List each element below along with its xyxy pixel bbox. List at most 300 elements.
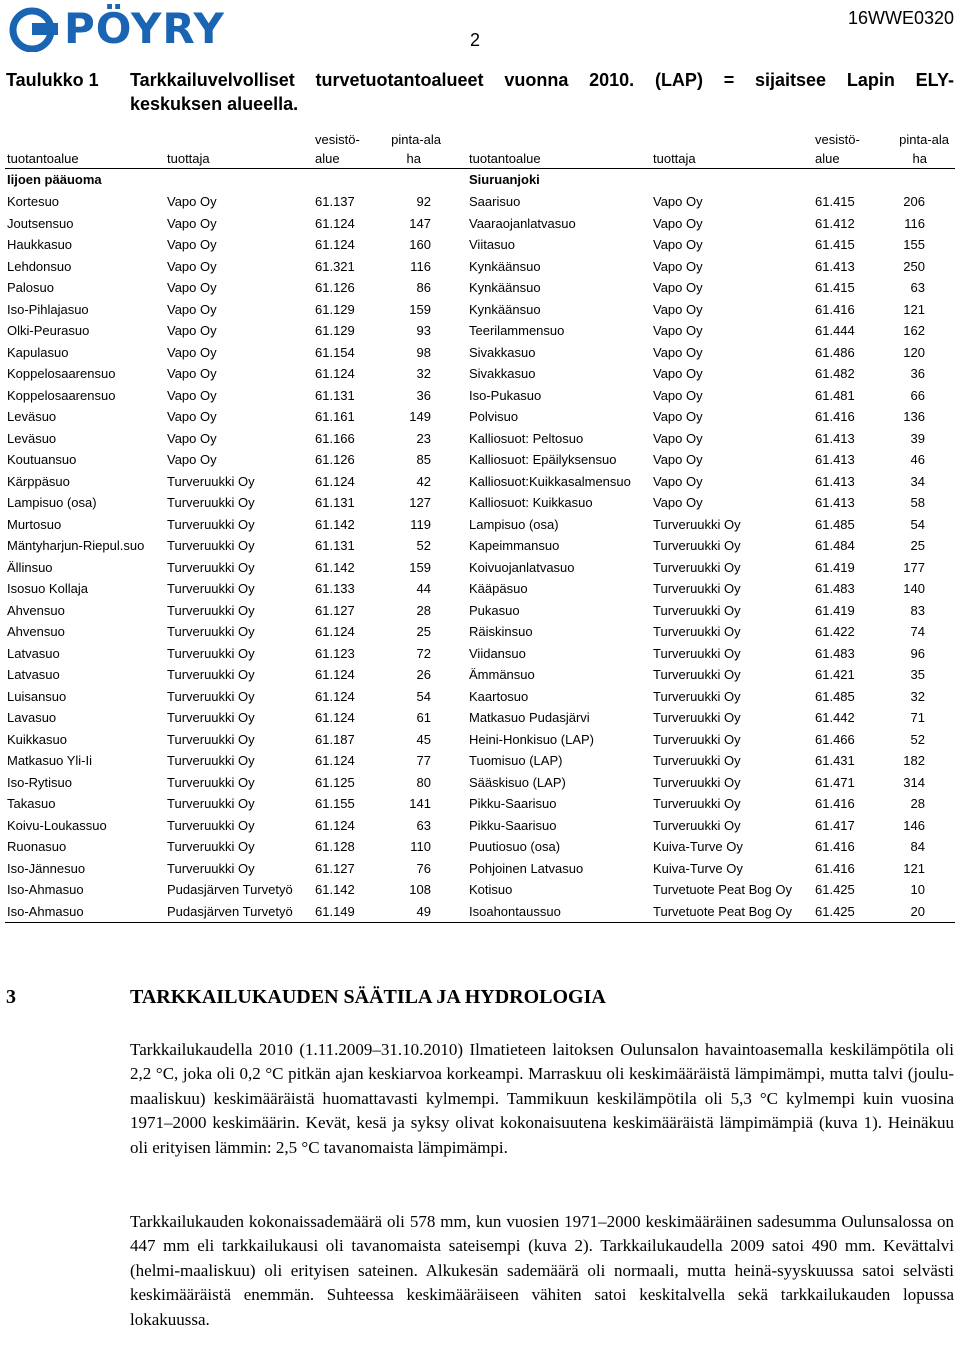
table-row (5, 557, 955, 579)
cell-right-producer: Vapo Oy (653, 280, 703, 295)
table-row (5, 256, 955, 278)
cell-right-hectares: 71 (910, 710, 925, 725)
cell-left-producer: Vapo Oy (167, 194, 217, 209)
cell-right-producer: Turveruukki Oy (653, 731, 741, 747)
cell-left-hectares: 28 (416, 602, 431, 618)
cell-right-producer: Vapo Oy (653, 387, 703, 403)
table-row (5, 213, 955, 235)
cell-left-basin: 61.149 (313, 901, 379, 923)
cell-right-basin: 61.422 (815, 624, 855, 639)
cell-right-basin: 61.416 (815, 860, 855, 876)
cell-right-producer: Turveruukki Oy (653, 559, 741, 575)
cell-right-area: Koivuojanlatvasuo (469, 559, 575, 575)
cell-right-hectares: 96 (910, 645, 925, 661)
cell-left-basin: 61.124 (315, 366, 355, 381)
cell-left-hectares: 85 (416, 452, 431, 467)
cell-left-producer: Turveruukki Oy (167, 731, 255, 747)
cell-left-area: Koutuansuo (7, 452, 77, 467)
cell-left-hectares: 116 (410, 258, 431, 274)
cell-right-basin: 61.466 (815, 731, 855, 747)
cell-right-basin: 61.413 (815, 495, 855, 510)
cell-left-hectares: 25 (416, 624, 431, 639)
cell-right-hectares: 136 (903, 409, 925, 424)
cell-right-area: Kynkäänsuo (469, 280, 541, 295)
cell-right-hectares: 58 (910, 495, 925, 510)
table-row (5, 836, 955, 858)
cell-right-producer: Turveruukki Oy (653, 667, 741, 682)
cell-left-basin: 61.123 (315, 645, 355, 661)
cell-left-area: Matkasuo Yli-Ii (7, 753, 93, 768)
cell-right-area: Pikku-Saarisuo (469, 796, 557, 811)
table-row (5, 793, 955, 815)
header-tuotantoalue-right: tuotantoalue (467, 149, 651, 169)
cell-right-area: Iso-Pukasuo (469, 387, 542, 403)
cell-right-basin: 61.485 (815, 516, 855, 532)
table-row (5, 514, 955, 536)
cell-right-basin: 61.415 (815, 237, 855, 252)
cell-right-basin: 61.442 (815, 710, 855, 725)
cell-right-area: Kotisuo (469, 882, 513, 897)
cell-left-hectares: 45 (416, 731, 431, 747)
logo-text: PÖYRY (64, 4, 225, 53)
cell-right-producer: Vapo Oy (653, 409, 703, 424)
section-number: 3 (6, 986, 16, 1008)
table-row (5, 600, 955, 622)
cell-left-basin: 61.187 (315, 731, 355, 747)
cell-left-area: Olki-Peurasuo (7, 323, 90, 338)
cell-right-basin: 61.412 (815, 215, 855, 231)
cell-left-area: Ahvensuo (7, 602, 65, 618)
cell-left-producer: Pudasjärven Turvetyö (165, 901, 313, 923)
cell-left-area: Palosuo (7, 280, 54, 295)
cell-left-area: Koppelosaarensuo (7, 387, 116, 403)
cell-right-basin: 61.416 (815, 301, 855, 317)
cell-left-area: Kapulasuo (7, 344, 69, 360)
cell-left-producer: Turveruukki Oy (167, 559, 255, 575)
table-row (5, 320, 955, 342)
document-id: 16WWE0320 (847, 8, 954, 28)
cell-right-hectares: 206 (903, 194, 925, 209)
cell-right-hectares: 39 (910, 430, 925, 446)
cell-left-hectares: 119 (410, 516, 431, 532)
cell-right-basin: 61.417 (815, 817, 855, 833)
cell-left-hectares: 36 (416, 387, 431, 403)
cell-right-area: Sivakkasuo (469, 344, 536, 360)
cell-left-area: Koivu-Loukassuo (7, 817, 107, 833)
cell-left-area: Lavasuo (7, 710, 57, 725)
section-title: TARKKAILUKAUDEN SÄÄTILA JA HYDROLOGIA (130, 986, 606, 1008)
header-tuottaja-right: tuottaja (651, 149, 813, 169)
cell-right-hectares: 34 (910, 473, 925, 489)
cell-right-producer: Turveruukki Oy (653, 796, 741, 811)
cell-right-area: Kynkäänsuo (469, 301, 541, 317)
cell-right-basin: 61.413 (815, 258, 855, 274)
cell-right-hectares: 25 (910, 538, 925, 553)
header-vesisto-left: vesistö- (315, 132, 360, 147)
cell-right-hectares: 54 (910, 516, 925, 532)
cell-right-hectares: 121 (903, 860, 925, 876)
cell-right-producer: Vapo Oy (653, 495, 703, 510)
cell-left-hectares: 54 (416, 688, 431, 704)
cell-left-area: Kuikkasuo (7, 731, 67, 747)
cell-right-area: Räiskinsuo (469, 624, 533, 639)
cell-right-producer: Turveruukki Oy (653, 710, 741, 725)
cell-right-producer: Turveruukki Oy (653, 645, 741, 661)
cell-left-producer: Vapo Oy (167, 237, 217, 252)
cell-right-area: Pikku-Saarisuo (469, 817, 557, 833)
cell-left-producer: Turveruukki Oy (167, 688, 255, 704)
cell-right-area: Kalliosuot:Kuikkasalmensuo (469, 473, 631, 489)
cell-right-hectares: 177 (903, 559, 925, 575)
cell-left-area: Koppelosaarensuo (7, 366, 116, 381)
cell-right-basin: 61.413 (815, 430, 855, 446)
cell-left-area: Takasuo (7, 796, 56, 811)
cell-left-basin: 61.129 (315, 323, 355, 338)
cell-left-basin: 61.131 (315, 387, 355, 403)
cell-left-area: Latvasuo (7, 667, 60, 682)
cell-left-area: Joutsensuo (7, 215, 74, 231)
cell-left-area: Luisansuo (7, 688, 67, 704)
cell-right-hectares: 250 (903, 258, 925, 274)
cell-right-basin: 61.421 (815, 667, 855, 682)
cell-right-producer: Kuiva-Turve Oy (653, 860, 743, 876)
cell-left-area: Iso-Ahmasuo (7, 882, 84, 897)
table-row (5, 428, 955, 450)
table-row (5, 191, 955, 213)
cell-left-producer: Vapo Oy (167, 215, 217, 231)
header-tuottaja-left: tuottaja (165, 149, 313, 169)
cell-left-basin: 61.142 (315, 882, 355, 897)
cell-left-hectares: 127 (409, 495, 431, 510)
cell-left-basin: 61.124 (315, 688, 355, 704)
caption-text-line2: keskuksen alueella. (130, 94, 299, 114)
cell-right-basin: 61.482 (815, 366, 855, 381)
table-row (5, 299, 955, 321)
cell-left-area: Isosuo Kollaja (7, 581, 88, 596)
cell-left-basin: 61.161 (315, 409, 355, 424)
cell-left-basin: 61.154 (315, 344, 355, 360)
cell-right-area: Tuomisuo (LAP) (469, 753, 563, 768)
page-number: 2 (470, 30, 481, 50)
cell-left-area: Lampisuo (osa) (7, 495, 97, 510)
table-row (5, 729, 955, 751)
cell-right-hectares: 83 (910, 602, 925, 618)
cell-right-basin: 61.444 (815, 323, 855, 338)
cell-right-area: Kynkäänsuo (469, 258, 541, 274)
cell-right-producer: Vapo Oy (653, 344, 703, 360)
table-row (5, 858, 955, 880)
cell-left-basin: 61.124 (315, 473, 355, 489)
cell-right-basin: 61.431 (815, 753, 855, 768)
cell-left-basin: 61.126 (315, 280, 355, 295)
cell-right-producer: Vapo Oy (653, 215, 703, 231)
cell-left-hectares: 159 (409, 559, 431, 575)
cell-right-area: Kalliosuot: Peltosuo (469, 430, 584, 446)
cell-right-basin: 61.483 (815, 581, 855, 596)
cell-left-hectares: 141 (409, 796, 431, 811)
cell-right-basin: 61.483 (815, 645, 855, 661)
cell-left-basin: 61.131 (315, 495, 355, 510)
poyry-logo-icon (8, 6, 60, 52)
cell-right-area: Sääskisuo (LAP) (469, 774, 566, 790)
cell-right-producer: Vapo Oy (653, 366, 703, 381)
cell-left-hectares: 52 (416, 538, 431, 553)
cell-left-producer: Turveruukki Oy (167, 796, 255, 811)
caption-label: Taulukko 1 (6, 70, 99, 90)
cell-right-producer: Turveruukki Oy (653, 581, 741, 596)
cell-left-hectares: 76 (416, 860, 431, 876)
cell-left-hectares: 108 (409, 882, 431, 897)
cell-left-area: Iso-Rytisuo (7, 774, 73, 790)
table-header-row-top (5, 130, 955, 149)
cell-left-producer: Vapo Oy (167, 344, 217, 360)
table-row (5, 643, 955, 665)
cell-left-hectares: 80 (416, 774, 431, 790)
cell-left-hectares: 72 (416, 645, 431, 661)
table-row (5, 535, 955, 557)
cell-left-hectares: 98 (416, 344, 431, 360)
table-row (5, 879, 955, 901)
cell-left-area: Lehdonsuo (7, 258, 72, 274)
paragraph-temperature: Tarkkailukaudella 2010 (1.11.2009–31.10.2010) Ilmatieteen laitoksen Oulunsalon havaintoasemalla keskilämpötila oli 2,2 °C, joka oli 0,2 °C pitkän ajan keskiarvoa korkeampi. Marraskuu oli keskimääräistä lämpimämpi, mutta talvi (joulu-maaliskuu) keskimääräistä huomattavasti kylmempi. Tammikuun keskilämpötila oli 5,3 °C kylmempi kuin vuosina 1971–2000 keskimäärin. Kevät, kesä ja syksy olivat kokonaisuutena keskimääräistä lämpimämpiä (kuva 1). Heinäkuu oli erityisen lämmin: 2,5 °C tavanomaista lämpimämpi. (130, 1040, 954, 1157)
cell-right-area: Kapeimmansuo (469, 538, 560, 553)
cell-left-hectares: 86 (416, 280, 431, 295)
cell-left-producer: Pudasjärven Turvetyö (167, 882, 293, 897)
cell-left-hectares: 23 (416, 430, 431, 446)
cell-left-area: Iso-Jännesuo (7, 860, 86, 876)
header-tuotantoalue-left: tuotantoalue (5, 149, 165, 169)
table-row (5, 449, 955, 471)
header-vesisto-right: vesistö- (815, 132, 860, 147)
cell-right-area: Saarisuo (469, 194, 521, 209)
cell-right-producer: Turvetuote Peat Bog Oy (651, 901, 813, 923)
cell-right-area: Sivakkasuo (469, 366, 536, 381)
cell-left-area: Kärppäsuo (7, 473, 70, 489)
cell-left-basin: 61.127 (315, 860, 355, 876)
cell-left-area: Latvasuo (7, 645, 60, 661)
table-row (5, 492, 955, 514)
cell-right-basin: 61.415 (815, 194, 855, 209)
cell-left-producer: Turveruukki Oy (167, 473, 255, 489)
cell-left-basin: 61.131 (315, 538, 355, 553)
cell-left-producer: Turveruukki Oy (167, 581, 255, 596)
cell-left-basin: 61.124 (315, 817, 355, 833)
cell-left-producer: Turveruukki Oy (167, 774, 255, 790)
cell-right-hectares: 120 (903, 344, 925, 360)
cell-right-area: Kääpäsuo (469, 581, 528, 596)
cell-right-basin: 61.416 (815, 839, 855, 854)
table-header-row-bottom (5, 149, 955, 169)
production-areas-table (5, 130, 955, 923)
cell-left-hectares: 147 (409, 215, 431, 231)
cell-left-hectares: 149 (409, 409, 431, 424)
poyry-logo (8, 6, 225, 52)
cell-right-basin: 61.471 (815, 774, 855, 790)
cell-left-producer: Turveruukki Oy (167, 538, 255, 553)
cell-right-area: Viidansuo (469, 645, 526, 661)
cell-right-hectares: 116 (904, 215, 925, 231)
cell-left-basin: 61.133 (315, 581, 355, 596)
cell-left-producer: Turveruukki Oy (167, 645, 255, 661)
cell-left-producer: Turveruukki Oy (167, 516, 255, 532)
cell-left-area: Leväsuo (7, 409, 57, 424)
group-label-right: Siuruanjoki (469, 172, 540, 188)
cell-left-producer: Turveruukki Oy (167, 710, 255, 725)
table-row (5, 707, 955, 729)
cell-right-area: Kalliosuot: Epäilyksensuo (469, 452, 617, 467)
cell-left-producer: Vapo Oy (167, 366, 217, 381)
header-ha-right: ha (883, 149, 955, 169)
cell-left-basin: 61.142 (315, 559, 355, 575)
cell-left-producer: Vapo Oy (167, 280, 217, 295)
cell-right-basin: 61.413 (815, 452, 855, 467)
cell-right-producer: Vapo Oy (653, 452, 703, 467)
cell-right-hectares: 35 (910, 667, 925, 682)
cell-left-hectares: 26 (416, 667, 431, 682)
cell-left-basin: 61.129 (315, 301, 355, 317)
table-row (5, 901, 955, 923)
cell-right-hectares: 146 (903, 817, 925, 833)
table-row (5, 385, 955, 407)
cell-left-hectares: 93 (416, 323, 431, 338)
cell-right-producer: Turveruukki Oy (653, 688, 741, 704)
cell-left-basin: 61.124 (315, 667, 355, 682)
cell-right-area: Vaaraojanlatvasuo (469, 215, 576, 231)
cell-left-hectares: 44 (416, 581, 431, 596)
cell-left-basin: 61.124 (315, 237, 355, 252)
table-row (5, 621, 955, 643)
header-ha-left: ha (379, 149, 467, 169)
cell-right-basin: 61.416 (815, 409, 855, 424)
cell-left-area: Iso-Pihlajasuo (7, 301, 89, 317)
cell-right-producer: Turveruukki Oy (653, 602, 741, 618)
cell-right-basin: 61.413 (815, 473, 855, 489)
cell-left-basin: 61.321 (315, 258, 355, 274)
cell-right-hectares: 28 (910, 796, 925, 811)
cell-left-hectares: 92 (416, 194, 431, 209)
cell-left-producer: Vapo Oy (167, 452, 217, 467)
table-row (5, 471, 955, 493)
cell-left-hectares: 77 (416, 753, 431, 768)
table-row (5, 772, 955, 794)
cell-right-area: Puutiosuo (osa) (469, 839, 561, 854)
cell-right-producer: Vapo Oy (653, 237, 703, 252)
cell-right-producer: Vapo Oy (653, 430, 703, 446)
cell-left-basin: 61.137 (315, 194, 355, 209)
cell-left-hectares: 32 (416, 366, 431, 381)
cell-right-hectares: 63 (910, 280, 925, 295)
cell-right-hectares: 140 (903, 581, 925, 596)
cell-right-basin: 61.481 (815, 387, 855, 403)
cell-right-hectares: 155 (903, 237, 925, 252)
cell-left-producer: Turveruukki Oy (167, 753, 255, 768)
cell-right-producer: Turveruukki Oy (653, 538, 741, 553)
cell-right-hectares: 20 (883, 901, 955, 923)
cell-left-area: Ahvensuo (7, 624, 65, 639)
cell-left-producer: Turveruukki Oy (167, 667, 255, 682)
cell-left-basin: 61.126 (315, 452, 355, 467)
cell-left-producer: Vapo Oy (167, 409, 217, 424)
cell-right-producer: Vapo Oy (653, 194, 703, 209)
cell-right-area: Teerilammensuo (469, 323, 565, 338)
cell-right-hectares: 162 (903, 323, 925, 338)
caption-text-line1: Tarkkailuvelvolliset turvetuotantoalueet vuonna 2010. (LAP) = sijaitsee Lapin ELY- (130, 70, 954, 90)
cell-right-area: Pohjoinen Latvasuo (469, 860, 584, 876)
cell-right-producer: Turveruukki Oy (653, 516, 741, 532)
cell-right-hectares: 36 (910, 366, 925, 381)
cell-right-producer: Vapo Oy (653, 473, 703, 489)
page-header (0, 0, 960, 60)
table-row (5, 578, 955, 600)
cell-left-producer: Turveruukki Oy (167, 860, 255, 876)
cell-right-area: Matkasuo Pudasjärvi (469, 710, 590, 725)
cell-right-area: Pukasuo (469, 602, 520, 618)
cell-right-area: Polvisuo (469, 409, 519, 424)
cell-left-hectares: 110 (410, 839, 431, 854)
cell-right-basin: 61.416 (815, 796, 855, 811)
cell-right-basin: 61.425 (813, 901, 883, 923)
cell-right-basin: 61.419 (815, 559, 855, 575)
cell-right-basin: 61.425 (815, 882, 855, 897)
group-label-left: Iijoen pääuoma (7, 172, 102, 188)
cell-right-producer: Kuiva-Turve Oy (653, 839, 743, 854)
cell-left-area: Leväsuo (7, 430, 57, 446)
table-group-row (5, 169, 955, 192)
cell-right-producer: Turveruukki Oy (653, 817, 741, 833)
cell-left-basin: 61.166 (315, 430, 355, 446)
cell-left-basin: 61.124 (315, 215, 355, 231)
cell-left-basin: 61.124 (315, 624, 355, 639)
cell-left-hectares: 160 (409, 237, 431, 252)
cell-right-basin: 61.486 (815, 344, 855, 360)
cell-left-area: Mäntyharjun-Riepul.suo (7, 538, 145, 553)
cell-right-area: Kalliosuot: Kuikkasuo (469, 495, 593, 510)
header-pinta-right: pinta-ala (899, 132, 949, 147)
cell-right-hectares: 10 (910, 882, 925, 897)
cell-right-hectares: 121 (903, 301, 925, 317)
table-row (5, 686, 955, 708)
cell-left-producer: Vapo Oy (167, 430, 217, 446)
cell-right-area: Isoahontaussuo (467, 901, 651, 923)
cell-left-basin: 61.124 (315, 753, 355, 768)
table-row (5, 815, 955, 837)
cell-right-area: Lampisuo (osa) (469, 516, 559, 532)
cell-left-producer: Turveruukki Oy (167, 839, 255, 854)
cell-left-area: Haukkasuo (7, 237, 73, 252)
cell-right-hectares: 74 (910, 624, 925, 639)
cell-left-producer: Vapo Oy (167, 323, 217, 338)
cell-right-producer: Vapo Oy (653, 258, 703, 274)
cell-right-producer: Turveruukki Oy (653, 753, 741, 768)
cell-right-area: Ämmänsuo (469, 667, 535, 682)
cell-left-producer: Turveruukki Oy (167, 817, 255, 833)
cell-left-basin: 61.124 (315, 710, 355, 725)
cell-left-basin: 61.127 (315, 602, 355, 618)
cell-left-basin: 61.128 (315, 839, 355, 854)
cell-right-basin: 61.419 (815, 602, 855, 618)
cell-left-producer: Turveruukki Oy (167, 624, 255, 639)
cell-left-producer: Turveruukki Oy (167, 602, 255, 618)
cell-left-hectares: 61 (416, 710, 431, 725)
cell-right-basin: 61.415 (815, 280, 855, 295)
cell-right-basin: 61.484 (815, 538, 855, 553)
cell-left-area: Iso-Ahmasuo (5, 901, 165, 923)
cell-left-producer: Turveruukki Oy (167, 495, 255, 510)
cell-right-producer: Vapo Oy (653, 323, 703, 338)
cell-left-area: Ällinsuo (7, 559, 53, 575)
cell-right-hectares: 52 (910, 731, 925, 747)
cell-right-hectares: 46 (910, 452, 925, 467)
